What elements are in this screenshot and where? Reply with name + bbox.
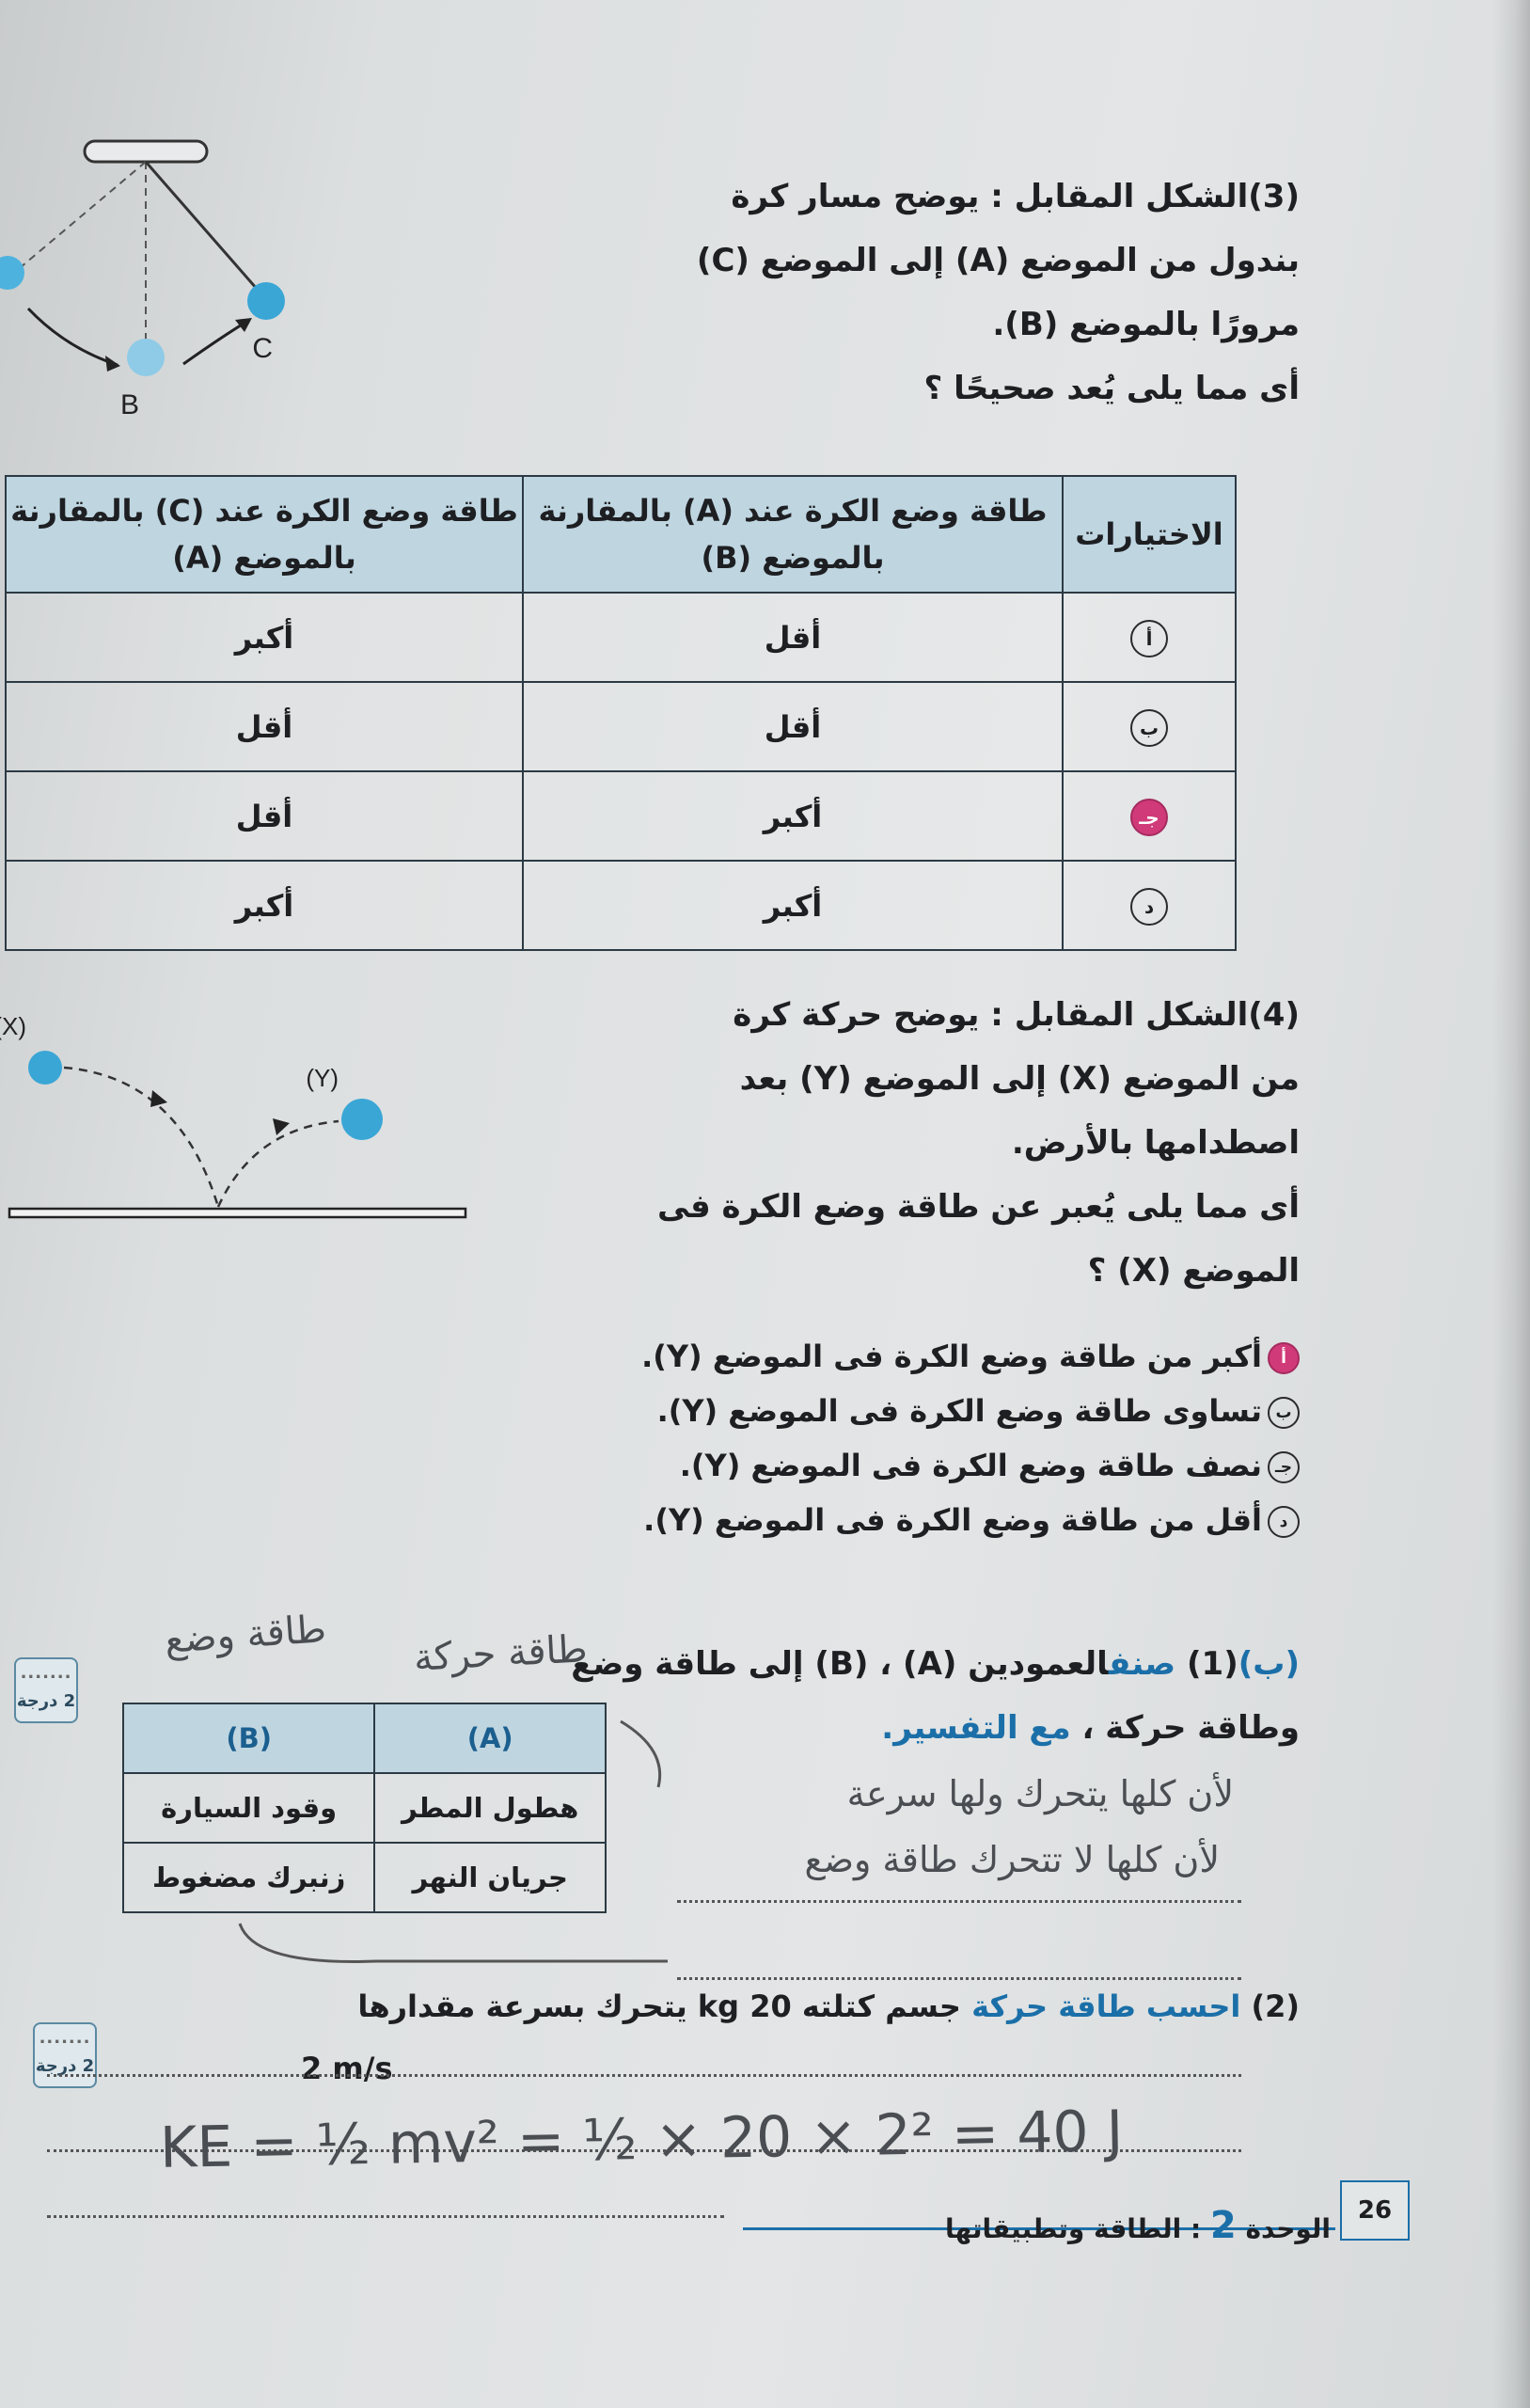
option-c[interactable]: جـنصف طاقة وضع الكرة فى الموضع (Y). xyxy=(641,1438,1300,1493)
arrow-head-fall xyxy=(150,1090,167,1107)
arrow-to-answer xyxy=(621,1721,660,1787)
handwritten-label-a: طاقة حركة xyxy=(412,1627,589,1680)
table-row[interactable] xyxy=(6,593,1236,682)
q4-line-3: اصطدامها بالأرض. xyxy=(1011,1124,1300,1162)
q3-number: (3) xyxy=(1248,178,1300,215)
score-badge: ....... 2 درجة xyxy=(14,1657,78,1723)
arrow-head-2 xyxy=(235,318,252,332)
unit-title: الوحدة 2 : الطاقة وتطبيقاتها xyxy=(945,2204,1332,2247)
handwritten-answer-2: لأن كلها لا تتحرك طاقة وضع xyxy=(804,1839,1220,1880)
ground xyxy=(9,1209,465,1217)
option-marker[interactable]: جـ xyxy=(1268,1451,1300,1483)
option-d[interactable]: دأقل من طاقة وضع الكرة فى الموضع (Y). xyxy=(641,1493,1300,1547)
question-3 xyxy=(453,165,1300,420)
option-a[interactable]: أأكبر من طاقة وضع الكرة فى الموضع (Y). xyxy=(641,1329,1300,1384)
header-energy-c: طاقة وضع الكرة عند (C) بالمقارنة بالموضع (A) xyxy=(6,476,523,593)
answer-line[interactable] xyxy=(677,1900,1241,1903)
option-marker[interactable]: ب xyxy=(1268,1397,1300,1429)
choice-marker[interactable]: أ xyxy=(1130,620,1168,657)
pendulum-figure xyxy=(0,122,348,433)
q3-line-1: (3)الشكل المقابل : يوضح مسار كرة xyxy=(731,178,1300,215)
pendulum-support xyxy=(85,141,207,162)
label-x: (X xyxy=(1,1012,26,1040)
label-b: B xyxy=(119,389,139,420)
fall-path xyxy=(64,1068,218,1207)
table-cell: أقل xyxy=(6,682,523,771)
page-fold-shadow xyxy=(1492,0,1530,2408)
ball-c xyxy=(247,282,285,320)
part-b-label: (ب) xyxy=(1238,1645,1300,1683)
arrow-head-1 xyxy=(105,356,120,372)
page-number: 26 xyxy=(1340,2180,1410,2241)
table-cell: أكبر xyxy=(523,771,1063,861)
bouncing-ball-figure xyxy=(0,1002,480,1237)
q2-speed: 2 m/s xyxy=(301,2051,393,2086)
handwritten-label-b: طاقة وضع xyxy=(163,1608,328,1662)
q4-line-4: أى مما يلى يُعبر عن طاقة وضع الكرة فى xyxy=(657,1188,1300,1226)
arrow-path-1 xyxy=(28,309,118,365)
header-col-a: (A) xyxy=(374,1703,606,1773)
pb-line-2: وطاقة حركة ، مع التفسير. xyxy=(881,1709,1300,1747)
handwritten-arrows xyxy=(226,1712,715,1985)
table-cell: أقل xyxy=(523,682,1063,771)
option-marker[interactable]: د xyxy=(1268,1506,1300,1538)
header-col-b: (B) xyxy=(123,1703,374,1773)
ball-x xyxy=(28,1051,62,1085)
ball-a xyxy=(0,256,24,290)
option-marker-selected[interactable]: أ xyxy=(1268,1342,1300,1374)
question-4 xyxy=(453,983,1300,1303)
verb-classify: صنف xyxy=(1108,1645,1176,1683)
q3-choices-table xyxy=(5,475,1237,951)
table-row[interactable] xyxy=(6,682,1236,771)
ball-y xyxy=(341,1099,383,1140)
q4-options xyxy=(641,1329,1300,1547)
table-cell: زنبرك مضغوط xyxy=(123,1843,374,1912)
q3-line-3: مرورًا بالموضع (B). xyxy=(992,306,1300,343)
table-row[interactable] xyxy=(6,771,1236,861)
table-cell: أقل xyxy=(523,593,1063,682)
header-choices: الاختيارات xyxy=(1063,476,1236,593)
arrow-path-2 xyxy=(183,322,246,364)
table-cell: أكبر xyxy=(523,861,1063,950)
string-a xyxy=(14,162,146,273)
table-cell: وقود السيارة xyxy=(123,1773,374,1843)
table-cell: هطول المطر xyxy=(374,1773,606,1843)
option-b[interactable]: بتساوى طاقة وضع الكرة فى الموضع (Y). xyxy=(641,1384,1300,1438)
answer-line[interactable] xyxy=(47,2074,1241,2077)
table-cell: أكبر xyxy=(6,593,523,682)
handwritten-calculation: KE = ½ mv² = ½ × 20 × 2² = 40 J xyxy=(159,2099,1124,2181)
score-badge: ....... 2 درجة xyxy=(33,2022,97,2088)
table-row[interactable] xyxy=(6,861,1236,950)
choice-marker-selected[interactable]: جـ xyxy=(1130,799,1168,836)
q4-line-5: الموضع (X) ؟ xyxy=(1087,1252,1300,1290)
q3-line-2: بندول من الموضع (A) إلى الموضع (C) xyxy=(696,242,1300,279)
answer-line[interactable] xyxy=(47,2215,724,2218)
q4-number: (4) xyxy=(1248,996,1300,1034)
bracket-line xyxy=(240,1924,668,1962)
q4-line-1: (4)الشكل المقابل : يوضح حركة كرة xyxy=(733,996,1300,1034)
choice-marker[interactable]: ب xyxy=(1130,709,1168,747)
q2-emphasis: احسب طاقة حركة xyxy=(971,1988,1241,2024)
table-header-row xyxy=(6,476,1236,593)
table-cell: جريان النهر xyxy=(374,1843,606,1912)
choice-marker[interactable]: د xyxy=(1130,888,1168,926)
handwritten-answer-1: لأن كلها يتحرك ولها سرعة xyxy=(846,1773,1234,1814)
ball-b xyxy=(127,339,165,376)
label-y: (Y) xyxy=(306,1064,339,1092)
rise-path xyxy=(218,1121,339,1207)
header-energy-a: طاقة وضع الكرة عند (A) بالمقارنة بالموضع (B) xyxy=(523,476,1063,593)
string-c xyxy=(146,162,263,296)
q4-line-2: من الموضع (X) إلى الموضع (Y) بعد xyxy=(739,1060,1300,1098)
table-cell: أقل xyxy=(6,771,523,861)
part-b-question-2: (2) احسب طاقة حركة جسم كتلته 20 kg يتحرك بسرعة مقدارها xyxy=(357,1988,1300,2024)
table-cell: أكبر xyxy=(6,861,523,950)
pb-line-1: (ب)(1) صنفالعمودين (A) ، (B) إلى طاقة وضع xyxy=(571,1645,1300,1683)
q3-line-4: أى مما يلى يُعد صحيحًا ؟ xyxy=(923,370,1300,407)
label-c: C xyxy=(252,333,273,364)
arrow-head-rise xyxy=(273,1118,290,1135)
